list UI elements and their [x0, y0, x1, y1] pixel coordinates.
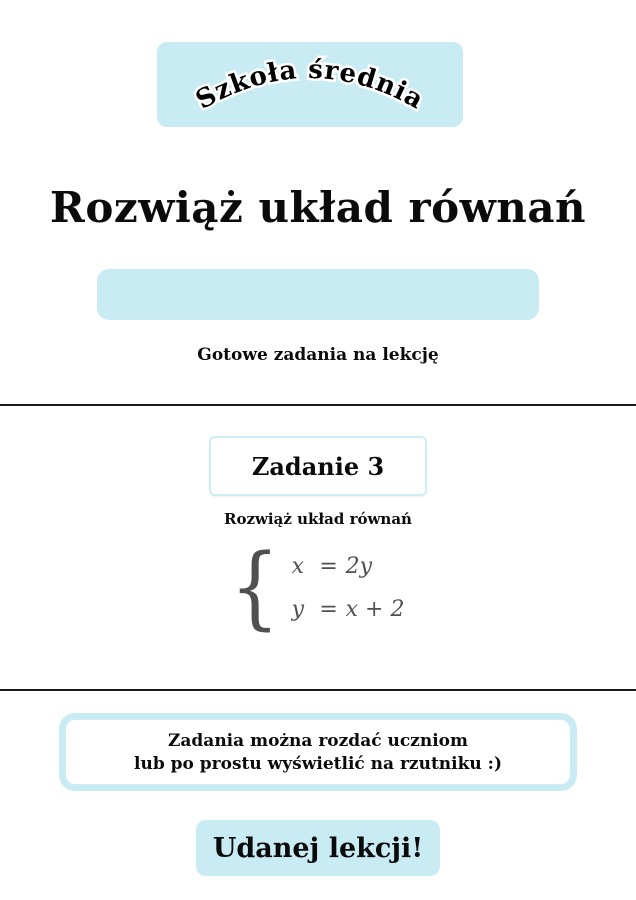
divider-top [0, 404, 636, 406]
equals-sign: = [319, 597, 338, 623]
system-brace: { [230, 536, 280, 640]
equation-lhs: x [291, 554, 305, 580]
page-subtitle: Gotowe zadania na lekcję [197, 345, 439, 365]
task-instruction: Rozwiąż układ równań [224, 510, 412, 528]
equation-system [230, 536, 405, 640]
equation-rhs: 2y [345, 554, 373, 580]
page-title: Rozwiąż układ równań [49, 183, 587, 232]
school-level-badge [157, 42, 463, 127]
equation-rows [292, 554, 405, 622]
divider-bottom [0, 689, 636, 691]
equation-row [292, 554, 405, 579]
equation-lhs: y [291, 597, 305, 623]
note-line-2: lub po prostu wyświetlić na rzutniku :) [134, 753, 502, 774]
equation-row [292, 597, 405, 622]
footer-pill [196, 820, 440, 876]
school-level-label: Szkoła średnia [191, 54, 429, 116]
note-line-1: Zadania można rozdać uczniom [168, 730, 468, 751]
equals-sign: = [319, 554, 338, 580]
task-label: Zadanie 3 [251, 451, 385, 481]
accent-bar [97, 269, 539, 320]
task-card [209, 436, 427, 496]
note-card [59, 713, 577, 791]
svg-text:Szkoła średnia [191, 55, 429, 116]
equation-rhs: x + 2 [345, 597, 405, 623]
arched-text-graphic [157, 42, 463, 127]
footer-label: Udanej lekcji! [212, 832, 424, 864]
